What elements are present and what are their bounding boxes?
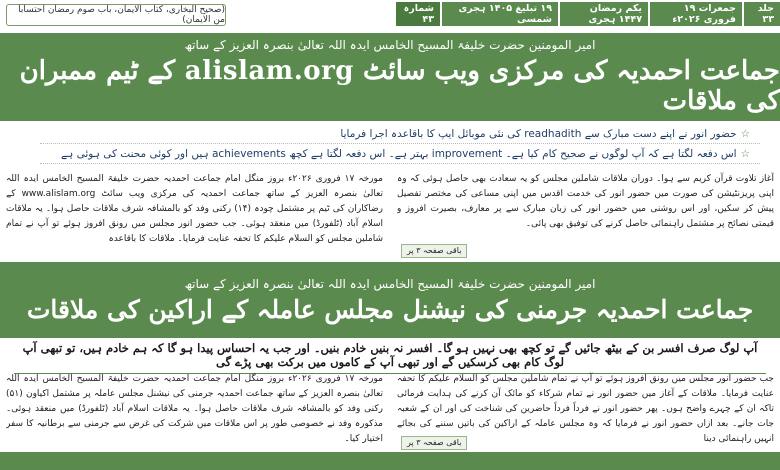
article2-column-right: مورخہ ۱۷ فروری ۲۰۲۶ء بروز منگل امام جماعت احمدیہ حضرت خلیفۃ المسیح الخامس ایدہ اللہ تعالیٰ بنصرہ العزیز کے ساتھ جماعت احمدیہ جرمنی کی نیشنل مجلس عاملہ پر مشتمل اکیاون (۵۱) رکنی وفد کو بالمشافہ شرف ملاقات حاصل ہوا۔ یہ ملاقات اسلام آباد (ٹلفورڈ) میں منعقد ہوئی۔ مذکورہ وفد نے خصوصی طور پر اس ملاقات میں شرکت کی غرض سے جرمنی سے برطانیہ کا سفر اختیار کیا۔ (6, 374, 383, 444)
article1-column-right: مورخہ ۱۷ فروری ۲۰۲۶ء بروز منگل امام جماعت احمدیہ حضرت خلیفۃ المسیح الخامس ایدہ اللہ تعالیٰ بنصرہ العزیز کے ساتھ جماعت احمدیہ کی مرکزی ویب سائٹ www.alislam.org کے رضاکاران کی ٹیم پر مشتمل چودہ (۱۴) رکنی وفد کو بالمشافہ شرف ملاقات حاصل ہوا۔ یہ ملاقات اسلام آباد (ٹلفورڈ) میں منعقد ہوئی۔ جب حضور انور مجلس میں رونق افروز ہوئے تو آپ نے تمام شاملین مجلس کو السلام علیکم کا تحفہ عنایت فرمایا۔ ملاقات کا باقاعدہ (6, 174, 383, 244)
star-icon: ☆ (740, 148, 750, 160)
highlight-item: ☆اس دفعہ لگتا ہے کہ آپ لوگوں نے صحیح کام کیا ہے۔ improvement بہتر ہے۔ اس دفعہ لگتا ہے کچھ achievements ہیں اور کوئی محنت کی ہوئی ہے (40, 144, 760, 164)
next-article-banner (0, 452, 780, 470)
continue-link[interactable]: باقی صفحہ ۳ پر (401, 436, 467, 450)
article2-banner (0, 262, 780, 338)
article2-body (6, 372, 774, 450)
continue-link[interactable]: باقی صفحہ ۳ پر (401, 244, 467, 258)
article1-subtitle: امیر المومنین حضرت خلیفۃ المسیح الخامس ایدہ اللہ تعالیٰ بنصرہ العزیز کے ساتھ (184, 38, 596, 52)
shamsi-date: ۱۹ تبلیغ ۱۴۰۵ ہجری شمسی (442, 2, 558, 26)
star-icon: ☆ (740, 128, 750, 140)
volume-label: جلد ۳۳ (744, 2, 780, 26)
issue-number: شمارہ ۴۳ (396, 2, 440, 26)
hijri-date: یکم رمضان ۱۴۴۷ ہجری (560, 2, 648, 26)
masthead (0, 0, 780, 30)
highlight-item: ☆حضور انور نے اپنے دست مبارک سے readhadith کی نئی موبائل ایپ کا باقاعدہ اجرا فرمایا (40, 124, 760, 144)
article2-quote: آپ لوگ صرف افسر بن کے بیٹھ جائیں گے تو کچھ بھی نہیں ہو گا۔ افسر نہ بنیں خادم بنیں۔ اور جب یہ احساس پیدا ہو گا کہ ہم خادم ہیں، تو تبھی آپ لوگ کام بھی کرسکیں گے اور تبھی آپ کے کاموں میں برکت بھی پڑے گی (14, 341, 766, 374)
gregorian-date: جمعرات ۱۹ فروری ۲۰۲۶ء (650, 2, 742, 26)
article2-title: جماعت احمدیہ جرمنی کی نیشنل مجلس عاملہ کے اراکین کی ملاقات (26, 294, 754, 324)
issue-info-strip (348, 2, 780, 26)
article1-column-left: آغاز تلاوت قرآن کریم سے ہوا۔ دوران ملاقات شاملین مجلس کو یہ سعادت بھی حاصل ہوئی کہ وہ اپنی پریزنٹیشن کی صورت میں حضور انور کی خدمت اقدس میں اپنی مساعی کی مختصر تفصیل پیش کر سکیں، اور اس روشنی میں حضور انور کی زبان مبارک سے پر معارف، بصیرت افروز و قیمتی نصائح پر مشتمل راہنمائی حاصل کرنے کی توفیق بھی پائی۔ باقی صفحہ ۳ پر (397, 172, 774, 258)
article1-highlights (40, 124, 760, 164)
article1-title: جماعت احمدیہ کی مرکزی ویب سائٹ alislam.org کے ٹیم ممبران کی ملاقات (19, 56, 780, 116)
hadith-reference: (صحیح البخاری، کتاب الایمان، باب صوم رمضان احتسابا من الایمان) (6, 4, 226, 26)
article1-body (6, 172, 774, 258)
article2-subtitle: امیر المومنین حضرت خلیفۃ المسیح الخامس ایدہ اللہ تعالیٰ بنصرہ العزیز کے ساتھ (184, 276, 596, 291)
article2-column-left: جب حضور انور مجلس میں رونق افروز ہوئے تو آپ نے تمام شاملین مجلس کو السلام علیکم کا تحفہ عنایت فرمایا۔ ملاقات کے آغاز میں حضور انور نے تمام شرکاء کو مائک آن کرنے کی ہدایت فرمائی تاکہ ان کے چہرے واضح ہوں۔ پھر حضور انور نے فرداً فرداً حاضرین کی شناخت کی اور ان کے شعبہ جات جانے۔ بعد ازاں حضور انور نے فرمایا کہ وہ مجلس عاملہ کے اراکین کی باتیں سننے کی بجائے انہیں راہنمائی دینا باقی صفحہ ۳ پر (397, 372, 774, 450)
article1-banner (0, 33, 780, 121)
